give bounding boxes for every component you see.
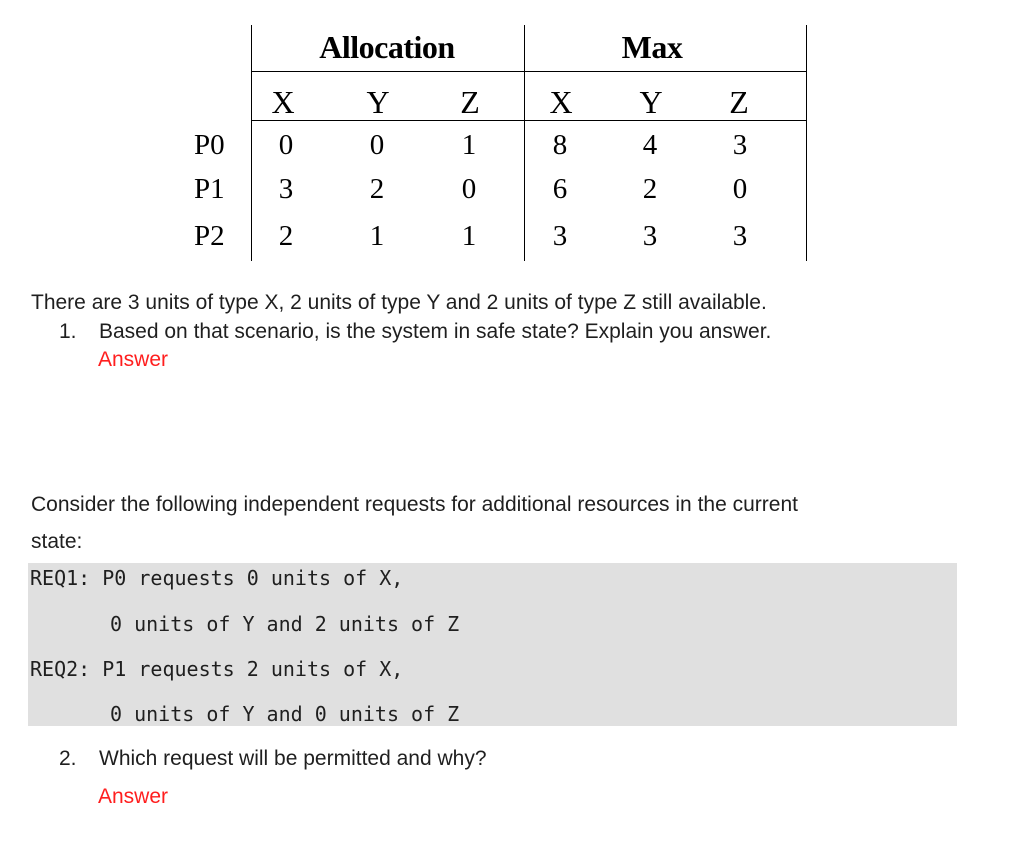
table-cell: 1 (369, 220, 385, 252)
requests-intro-line1: Consider the following independent requests for additional resources in the current (31, 493, 798, 516)
question-1-text: Based on that scenario, is the system in safe state? Explain you answer. (99, 320, 772, 343)
column-header: Z (460, 84, 480, 120)
table-rule-header (251, 120, 807, 121)
group-header-max: Max (621, 29, 683, 65)
table-cell: 1 (461, 220, 477, 252)
table-border-left (251, 25, 252, 261)
table-cell: 3 (552, 220, 568, 252)
table-cell: 3 (642, 220, 658, 252)
table-cell: 0 (369, 129, 385, 161)
question-2-number: 2. (59, 747, 77, 770)
question-1-number: 1. (59, 320, 77, 343)
answer-2-label: Answer (98, 785, 169, 808)
column-header: X (271, 84, 295, 120)
column-header: Y (639, 84, 663, 120)
table-cell: 2 (642, 173, 658, 205)
process-label: P2 (194, 220, 225, 252)
table-cell: 0 (732, 173, 748, 205)
table-border-right (806, 25, 807, 261)
table-divider-middle (524, 25, 525, 261)
table-cell: 0 (278, 129, 294, 161)
request-2-line1: REQ2: P1 requests 2 units of X, (30, 657, 404, 681)
table-cell: 6 (552, 173, 568, 205)
table-rule-group (251, 71, 807, 72)
column-header: X (549, 84, 573, 120)
answer-1-label: Answer (98, 348, 169, 371)
requests-intro-line2: state: (31, 530, 83, 553)
resource-table (0, 0, 1024, 270)
question-2-text: Which request will be permitted and why? (99, 747, 487, 770)
column-header: Y (366, 84, 390, 120)
requests-code-block (28, 563, 957, 726)
group-header-allocation: Allocation (319, 29, 455, 65)
process-label: P1 (194, 173, 225, 205)
table-cell: 3 (732, 129, 748, 161)
request-1-line2: 0 units of Y and 2 units of Z (110, 612, 460, 636)
table-cell: 2 (369, 173, 385, 205)
table-cell: 3 (278, 173, 294, 205)
process-label: P0 (194, 129, 225, 161)
table-cell: 1 (461, 129, 477, 161)
table-cell: 3 (732, 220, 748, 252)
available-resources-text: There are 3 units of type X, 2 units of type Y and 2 units of type Z still available. (31, 291, 767, 314)
request-1-line1: REQ1: P0 requests 0 units of X, (30, 566, 404, 590)
column-header: Z (729, 84, 749, 120)
table-cell: 0 (461, 173, 477, 205)
request-2-line2: 0 units of Y and 0 units of Z (110, 702, 460, 726)
table-cell: 4 (642, 129, 658, 161)
table-cell: 8 (552, 129, 568, 161)
table-cell: 2 (278, 220, 294, 252)
